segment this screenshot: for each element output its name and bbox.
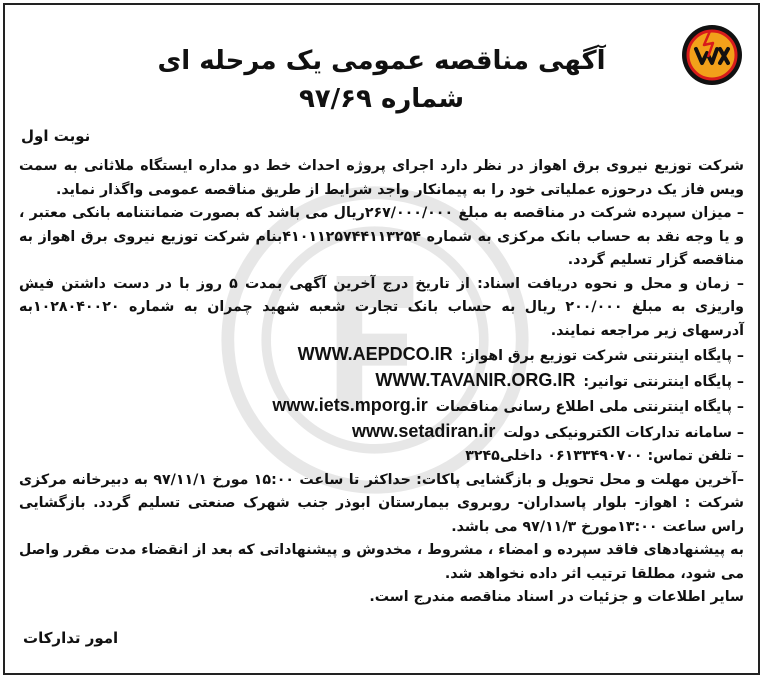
notice-title: آگهی مناقصه عمومی یک مرحله ای bbox=[157, 46, 606, 76]
site-link-setadiran[interactable]: www.setadiran.ir bbox=[352, 420, 496, 441]
site-row-iets bbox=[19, 394, 744, 420]
notice-number: شماره ۹۷/۶۹ bbox=[298, 84, 465, 114]
disclaimer-paragraph: به پیشنهادهای فاقد سپرده و امضاء ، مشروط ، مخدوش و پیشنهاداتی که بعد از انقضاء مدت مقرر واصل می شود، مطلقا ترتیب اثر داده نخواهد شد. bbox=[19, 542, 744, 582]
deadline-paragraph: –آخرین مهلت و محل تحویل و بازگشایی پاکات: حداکثر تا ساعت ۱۵:۰۰ مورخ ۹۷/۱۱/۱ به دبیرخانه مرکزی شرکت : اهواز- بلوار پاسداران- روبروی بیمارستان ابوذر جنب شهرک صنعتی تسلیم گردد. بازگشایی راس ساعت ۱۳:۰۰مورخ ۹۷/۱۱/۳ می باشد. bbox=[19, 471, 744, 535]
tender-notice bbox=[3, 3, 760, 675]
site-label: – پایگاه اینترنتی توانیر: bbox=[583, 373, 744, 390]
site-link-aepdco[interactable]: WWW.AEPDCO.IR bbox=[297, 344, 453, 364]
intro-paragraph: شرکت توزیع نیروی برق اهواز در نظر دارد اجرای پروژه احداث خط دو مداره ایستگاه ملاثانی به سمت ویس فاز یک درحوزه عملیاتی خود را به پیمانکار واجد شرایط از طریق مناقصه عمومی واگذار نماید. bbox=[19, 158, 744, 198]
documents-paragraph: – زمان و محل و نحوه دریافت اسناد: از تاریخ درج آخرین آگهی بمدت ۵ روز با در دست داشتن فیش واریزی به مبلغ ۲۰۰/۰۰۰ ریال به حساب بانک تجارت شعبه شهید چمران به شماره ۱۰۲۸۰۴۰۰۲۰به آدرسهای زیر مراجعه نمایند. bbox=[19, 275, 744, 339]
site-link-tavanir[interactable]: WWW.TAVANIR.ORG.IR bbox=[375, 369, 576, 390]
site-label: – سامانه تدارکات الکترونیکی دولت bbox=[503, 424, 744, 441]
site-row-tavanir bbox=[19, 369, 744, 395]
guarantee-paragraph: – میزان سپرده شرکت در مناقصه به مبلغ ۲۶۷/۰۰۰/۰۰۰ریال می باشد که بصورت ضمانتنامه بانکی معتبر ، و یا وجه نقد به حساب بانک مرکزی به شماره ۴۱۰۱۱۲۵۷۴۴۱۱۳۲۵۴بنام شرکت توزیع نیروی برق اهواز به مناقصه گزار تسلیم گردد. bbox=[19, 205, 745, 268]
site-label: – پایگاه اینترنتی شرکت توزیع برق اهواز: bbox=[460, 348, 744, 364]
notice-body bbox=[19, 155, 744, 610]
site-row-setadiran bbox=[19, 420, 744, 446]
other-info-line: سایر اطلاعات و جزئیات در اسناد مناقصه مندرج است. bbox=[369, 589, 744, 605]
round-label: نوبت اول bbox=[21, 127, 91, 145]
department-signature: امور تدارکات bbox=[23, 629, 119, 647]
site-link-iets[interactable]: www.iets.mporg.ir bbox=[272, 395, 428, 415]
site-row-aepdco bbox=[19, 343, 744, 369]
phone-line: – تلفن تماس: ۰۶۱۳۳۴۹۰۷۰۰ داخلی۳۲۴۵ bbox=[465, 448, 744, 464]
site-label: – پایگاه اینترنتی ملی اطلاع رسانی مناقصات bbox=[435, 399, 744, 415]
